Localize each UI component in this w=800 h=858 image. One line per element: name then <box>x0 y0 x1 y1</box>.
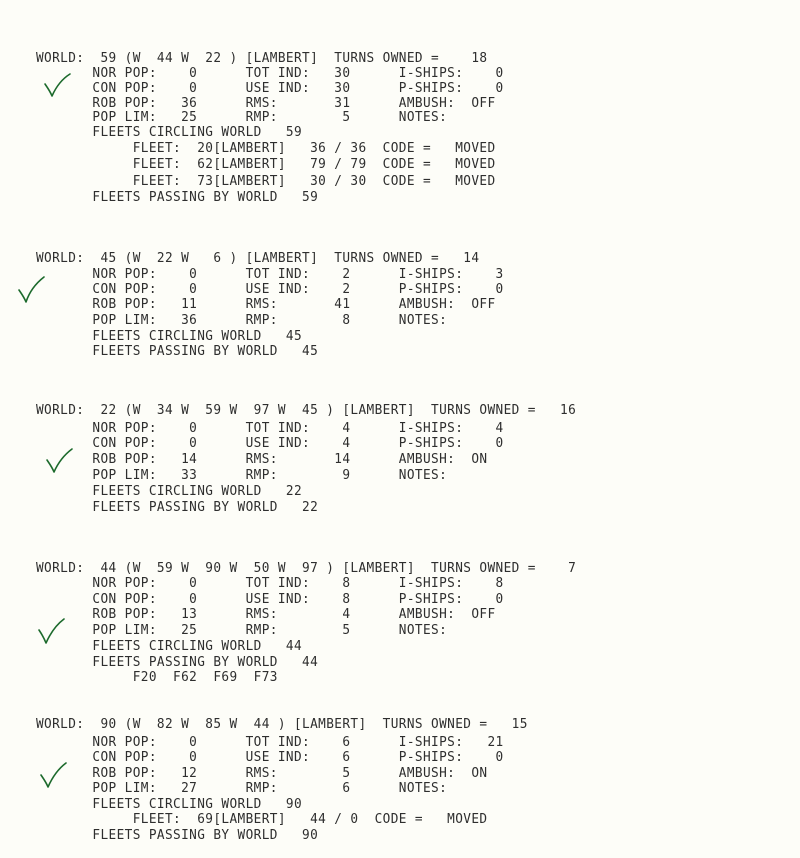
stats-row-3: ROB POP: 14 RMS: 14 AMBUSH: ON <box>36 452 488 467</box>
world-header: WORLD: 22 (W 34 W 59 W 97 W 45 ) [LAMBERT] TURNS OWNED = 16 <box>36 403 577 418</box>
handwritten-check-mark-icon <box>36 617 66 645</box>
fleets-passing-line: FLEETS PASSING BY WORLD 45 <box>36 344 319 359</box>
handwritten-check-mark-icon <box>16 276 46 304</box>
fleets-passing-line: FLEETS PASSING BY WORLD 22 <box>36 500 319 515</box>
handwritten-check-mark-icon <box>38 761 68 789</box>
stats-row-3: ROB POP: 12 RMS: 5 AMBUSH: ON <box>36 766 488 781</box>
stats-row-1: NOR POP: 0 TOT IND: 8 I-SHIPS: 8 <box>36 576 504 591</box>
fleets-circling-line: FLEETS CIRCLING WORLD 90 <box>36 797 303 812</box>
fleets-circling-line: FLEETS CIRCLING WORLD 45 <box>36 329 303 344</box>
stats-row-1: NOR POP: 0 TOT IND: 2 I-SHIPS: 3 <box>36 267 504 282</box>
handwritten-check-mark-icon <box>42 72 72 100</box>
fleets-passing-line: FLEETS PASSING BY WORLD 59 <box>36 190 319 205</box>
fleets-passing-line: FLEETS PASSING BY WORLD 90 <box>36 828 319 843</box>
world-header: WORLD: 44 (W 59 W 90 W 50 W 97 ) [LAMBERT] TURNS OWNED = 7 <box>36 561 577 576</box>
stats-row-1: NOR POP: 0 TOT IND: 30 I-SHIPS: 0 <box>36 66 504 81</box>
fleet-line: FLEET: 69[LAMBERT] 44 / 0 CODE = MOVED <box>36 812 488 827</box>
world-header: WORLD: 45 (W 22 W 6 ) [LAMBERT] TURNS OWNED = 14 <box>36 251 480 266</box>
stats-row-3: ROB POP: 36 RMS: 31 AMBUSH: OFF <box>36 96 496 111</box>
stats-row-4: POP LIM: 25 RMP: 5 NOTES: <box>36 110 448 125</box>
stats-row-4: POP LIM: 36 RMP: 8 NOTES: <box>36 313 448 328</box>
stats-row-1: NOR POP: 0 TOT IND: 6 I-SHIPS: 21 <box>36 735 504 750</box>
fleet-list: F20 F62 F69 F73 <box>36 670 278 685</box>
fleets-circling-line: FLEETS CIRCLING WORLD 59 <box>36 125 303 140</box>
world-header: WORLD: 59 (W 44 W 22 ) [LAMBERT] TURNS OWNED = 18 <box>36 51 488 66</box>
world-header: WORLD: 90 (W 82 W 85 W 44 ) [LAMBERT] TURNS OWNED = 15 <box>36 717 528 732</box>
stats-row-4: POP LIM: 25 RMP: 5 NOTES: <box>36 623 448 638</box>
stats-row-2: CON POP: 0 USE IND: 2 P-SHIPS: 0 <box>36 282 504 297</box>
stats-row-2: CON POP: 0 USE IND: 4 P-SHIPS: 0 <box>36 436 504 451</box>
fleet-line: FLEET: 73[LAMBERT] 30 / 30 CODE = MOVED <box>36 174 496 189</box>
stats-row-2: CON POP: 0 USE IND: 6 P-SHIPS: 0 <box>36 750 504 765</box>
fleets-circling-line: FLEETS CIRCLING WORLD 22 <box>36 484 303 499</box>
stats-row-4: POP LIM: 27 RMP: 6 NOTES: <box>36 781 448 796</box>
stats-row-2: CON POP: 0 USE IND: 30 P-SHIPS: 0 <box>36 81 504 96</box>
stats-row-3: ROB POP: 13 RMS: 4 AMBUSH: OFF <box>36 607 496 622</box>
stats-row-4: POP LIM: 33 RMP: 9 NOTES: <box>36 468 448 483</box>
stats-row-1: NOR POP: 0 TOT IND: 4 I-SHIPS: 4 <box>36 421 504 436</box>
stats-row-2: CON POP: 0 USE IND: 8 P-SHIPS: 0 <box>36 592 504 607</box>
handwritten-check-mark-icon <box>44 447 74 475</box>
fleets-passing-line: FLEETS PASSING BY WORLD 44 <box>36 655 319 670</box>
fleets-circling-line: FLEETS CIRCLING WORLD 44 <box>36 639 303 654</box>
fleet-line: FLEET: 62[LAMBERT] 79 / 79 CODE = MOVED <box>36 157 496 172</box>
stats-row-3: ROB POP: 11 RMS: 41 AMBUSH: OFF <box>36 297 496 312</box>
fleet-line: FLEET: 20[LAMBERT] 36 / 36 CODE = MOVED <box>36 141 496 156</box>
